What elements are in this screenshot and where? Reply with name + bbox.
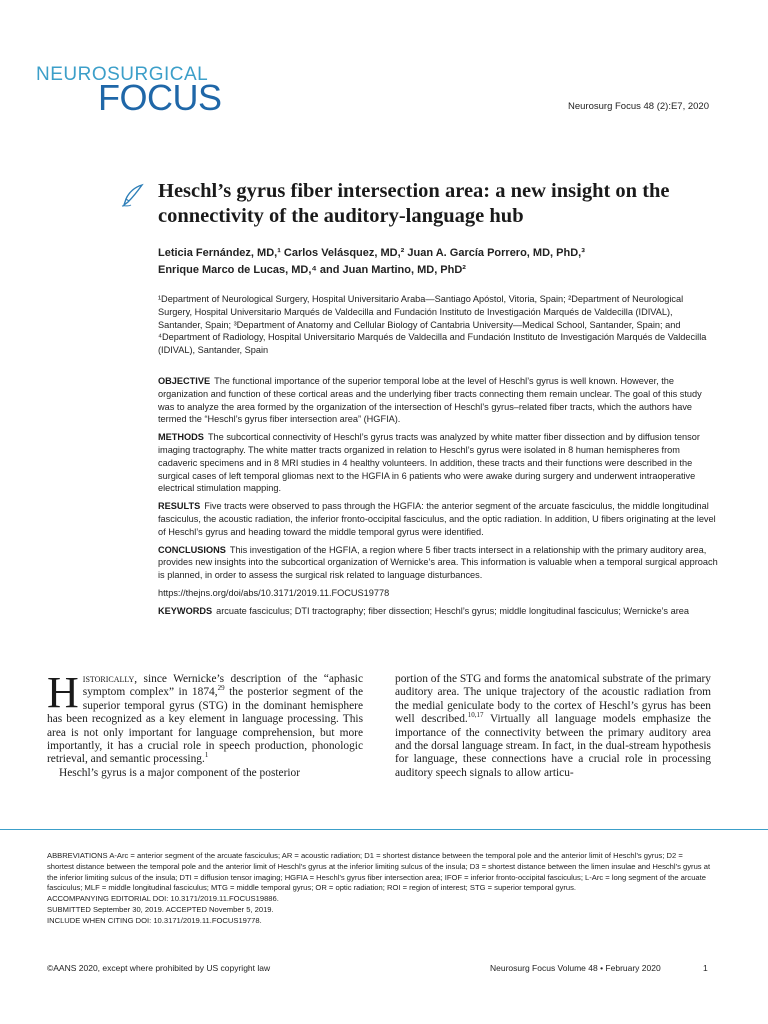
authors-line-2: Enrique Marco de Lucas, MD,⁴ and Juan Martino, MD, PhD² (158, 264, 466, 276)
affiliations: ¹Department of Neurological Surgery, Hospital Universitario Araba—Santiago Apóstol, Vitoria, Spain; ²Department of Neurological Surgery, Hospital Universitario Marqués de Valdecilla and Fundación Instituto de Investigación Marqués de Valdecilla (IDIVAL), Santander, Spain; ³Department of Anatomy and Cellular Biology of Cantabria University—Medical School, Santander, Spain; and ⁴Department of Radiology, Hospital Universitario Marqués de Valdecilla and Fundación Instituto de Investigación Marqués de Valdecilla (IDIVAL), Santander, Spain (158, 294, 707, 356)
keywords-label: KEYWORDS (158, 605, 213, 616)
submitted-note: SUBMITTED September 30, 2019. ACCEPTED November 5, 2019. (47, 904, 274, 914)
methods-text: The subcortical connectivity of Heschl’s gyrus tracts was analyzed by white matter fiber dissection and by diffusion tensor imaging tractography. The white matter tracts organized in relation to Heschl’s gyrus were isolated in 8 human hemispheres from cadaveric specimens and in 8 MRI studies in 4 healthy volunteers. In addition, these tracts and their functions were described in the surgical cases of left temporal gliomas next to the HGFIA in 6 patients who were awake during surgery and underwent intraoperative electrical stimulation mapping. (158, 432, 700, 494)
body-column-right (395, 673, 711, 780)
citation-ref[interactable]: 10,17 (467, 711, 484, 720)
citation-note: INCLUDE WHEN CITING DOI: 10.3171/2019.11.FOCUS19778. (47, 915, 262, 925)
abstract-conclusions (158, 544, 718, 582)
author-list (158, 245, 718, 279)
journal-issue: Neurosurg Focus Volume 48 • February 2020 (490, 963, 661, 973)
editorial-note: ACCOMPANYING EDITORIAL DOI: 10.3171/2019.11.FOCUS19886. (47, 894, 279, 904)
body-column-left (47, 668, 363, 780)
citation-ref[interactable]: 1 (204, 751, 209, 760)
body-text: Virtually all language models emphasize the importance of the connectivity between the primary auditory area and the dorsal language stream. In fact, in the dual-stream hypothesis for language, these connections have a crucial role in processing auditory speech signals to allow articu- (395, 713, 711, 779)
page-number: 1 (703, 963, 708, 973)
abstract (158, 375, 718, 623)
body-text: since Wernicke’s description of the “aphasic symptom complex” in 1874, (82, 673, 363, 699)
abbreviations-text: A-Arc = anterior segment of the arcuate fasciculus; AR = acoustic radiation; D1 = shortest distance between the temporal pole and the anterior limit of Heschl’s gyrus; D2 = shortest distance between the temporal pole and the anterior limit of Heschl’s gyrus at the inferior limiting sulcus of the insula; D3 = shortest distance between the limen insulae and Heschl’s gyrus at the inferior limiting sulcus of the insula; DTI = diffusion tensor imaging; HGFIA = Heschl’s gyrus fiber intersection area; IFOF = inferior fronto-occipital fasciculus; L-Arc = long segment of the arcuate fasciculus; MLF = middle longitudinal fasciculus; MTG = middle temporal gyrus; OR = optic radiation; ROI = region of interest; STG = superior temporal gyrus. (47, 851, 711, 893)
lead-word: istorically, (82, 673, 138, 685)
article-title: Heschl’s gyrus fiber intersection area: a new insight on the connectivity of the auditory-language hub (158, 180, 670, 227)
journal-logo-top: NEUROSURGICAL (36, 64, 209, 85)
body-paragraph (47, 668, 363, 767)
results-label: RESULTS (158, 501, 201, 512)
abstract-methods (158, 431, 718, 495)
conclusions-text: This investigation of the HGFIA, a region where 5 fiber tracts intersect in a relationship with the primary auditory area, provides new insights into the subcortical organization of Wernicke’s area. This information is valuable when a temporal surgical approach is planned, in order to assess the surgical risk related to language disturbances. (158, 544, 718, 581)
footnote-divider (0, 829, 768, 830)
journal-citation: Neurosurg Focus 48 (2):E7, 2020 (568, 101, 709, 112)
copyright: ©AANS 2020, except where prohibited by US copyright law (47, 963, 271, 973)
journal-logo-bottom: FOCUS (98, 77, 222, 118)
footnotes (47, 851, 711, 927)
body-text: the posterior segment of the superior temporal gyrus (STG) in the dominant hemisphere has been recognized as a key element in language processing. This area is not only important for language comprehension, but more importantly, it has a crucial role in speech production, phonologic retrieval, and semantic processing. (47, 686, 363, 766)
pen-icon (120, 183, 146, 209)
abstract-objective (158, 375, 718, 426)
conclusions-label: CONCLUSIONS (158, 544, 226, 555)
objective-label: OBJECTIVE (158, 376, 211, 386)
doi-link[interactable]: https://thejns.org/doi/abs/10.3171/2019.11.FOCUS19778 (158, 587, 390, 598)
abstract-results (158, 500, 718, 538)
body-paragraph: Heschl’s gyrus is a major component of the posterior (59, 766, 301, 779)
abbreviations-label: ABBREVIATIONS (47, 851, 108, 860)
authors-line-1: Leticia Fernández, MD,¹ Carlos Velásquez, MD,² Juan A. García Porrero, MD, PhD,³ (158, 247, 585, 259)
results-text: Five tracts were observed to pass through the HGFIA: the anterior segment of the arcuate fasciculus, the middle longitudinal fasciculus, the acoustic radiation, the inferior fronto-occipital fasciculus, and the optic radiation. In addition, U fibers originating at the level of Heschl’s gyrus and heading toward the middle temporal gyrus were identified. (158, 501, 716, 537)
methods-label: METHODS (158, 432, 204, 443)
objective-text: The functional importance of the superior temporal lobe at the level of Heschl’s gyrus is well known. However, the organization and function of these cortical areas and the underlying fiber tracts connecting them remain unclear. The goal of this study was to analyze the area formed by the organization of the intersection of Heschl’s gyrus–related fiber tracts, which the authors have termed the “Heschl’s gyrus fiber intersection area” (HGFIA). (158, 376, 702, 425)
drop-cap: H (47, 668, 79, 717)
keywords-text: arcuate fasciculus; DTI tractography; fiber dissection; Heschl’s gyrus; middle longitudinal fasciculus; Wernicke’s area (216, 605, 689, 616)
abstract-keywords (158, 605, 718, 618)
citation-ref[interactable]: 29 (217, 684, 225, 693)
body-text: portion of the STG and forms the anatomical substrate of the primary auditory area. The unique trajectory of the acoustic radiation from the medial geniculate body to the cortex of Heschl’s gyrus has been well described. (395, 673, 712, 726)
body-paragraph (395, 673, 711, 780)
abbreviations (47, 851, 711, 894)
